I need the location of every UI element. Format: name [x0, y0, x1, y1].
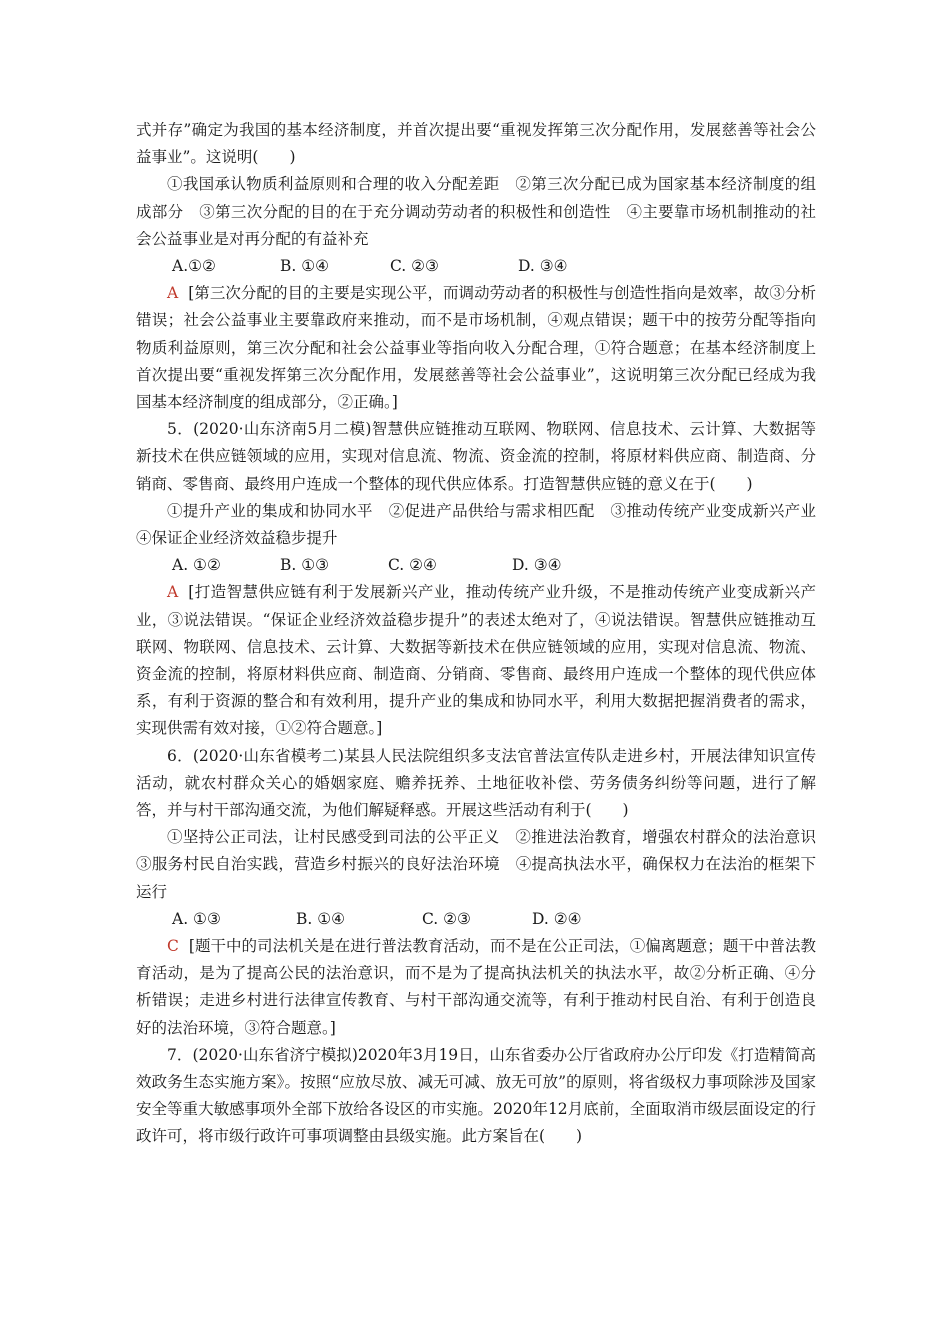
- q6-stem: 6．(2020·山东省模考二)某县人民法院组织多支法官普法宣传队走进乡村，开展法律知识宣传活动，就农村群众关心的婚姻家庭、赡养抚养、土地征收补偿、劳务债务纠纷等问题，进行了解答，并与村干部沟通交流，为他们解疑释惑。开展这些活动有利于( ): [136, 746, 816, 820]
- q4-explanation: [136, 280, 816, 416]
- q4-option-b: B. ①④: [280, 257, 330, 276]
- q6-answer: C: [167, 937, 179, 956]
- q4-option-d: D. ③④: [518, 257, 568, 276]
- q5-option-b: B. ①③: [280, 556, 330, 575]
- q5-explanation-text: [打造智慧供应链有利于发展新兴产业，推动传统产业升级，不是推动传统产业变成新兴产业，③说法错误。“保证企业经济效益稳步提升”的表述太绝对了，④说法错误。智慧供应链推动互联网、物联网、信息技术、云计算、大数据等新技术在供应链领域的应用，实现对信息流、物流、资金流的控制，将原材料供应商、制造商、分销商、零售商、最终用户连成一个整体的现代供应体系，有利于资源的整合和有效利用，提升产业的集成和协同水平，利用大数据把握消费者的需求，实现供需有效对接，①②符合题意。]: [136, 583, 816, 738]
- q4-answer: A: [167, 284, 179, 303]
- q4-stem-continued: 式并存”确定为我国的基本经济制度，并首次提出要“重视发挥第三次分配作用，发展慈善等社会公益事业”。这说明( ): [136, 121, 816, 167]
- q6-option-d: D. ②④: [532, 909, 582, 928]
- q6-options: [136, 906, 816, 933]
- q6-option-a: A. ①③: [172, 909, 221, 928]
- q4-option-a: A.①②: [172, 257, 216, 276]
- q5-option-d: D. ③④: [512, 556, 562, 575]
- q5-answer: A: [167, 583, 179, 602]
- q6-explanation-text: [题干中的司法机关是在进行普法教育活动，而不是在公正司法，①偏离题意；题干中普法教育活动，是为了提高公民的法治意识，而不是为了提高执法机关的执法水平，故②分析正确、④分析错误；走进乡村进行法律宣传教育、与村干部沟通交流等，有利于推动村民自治、有利于创造良好的法治环境，③符合题意。]: [136, 937, 816, 1037]
- q5-statements: ①提升产业的集成和协同水平 ②促进产品供给与需求相匹配 ③推动传统产业变成新兴产业 ④保证企业经济效益稳步提升: [136, 501, 832, 548]
- q6-option-c: C. ②③: [422, 909, 471, 928]
- q5-stem: 5．(2020·山东济南5月二模)智慧供应链推动互联网、物联网、信息技术、云计算、大数据等新技术在供应链领域的应用，实现对信息流、物流、资金流的控制，将原材料供应商、制造商、分销商、零售商、最终用户连成一个整体的现代供应体系。打造智慧供应链的意义在于( ): [136, 420, 816, 493]
- q6-explanation: [136, 933, 816, 1042]
- q4-statements: ①我国承认物质利益原则和合理的收入分配差距 ②第三次分配已成为国家基本经济制度的组成部分 ③第三次分配的目的在于充分调动劳动者的积极性和创造性 ④主要靠市场机制推动的社会公益事业是对再分配的有益补充: [136, 175, 816, 248]
- q5-option-a: A. ①②: [172, 556, 221, 575]
- q5-explanation: [136, 579, 816, 742]
- q4-option-c: C. ②③: [390, 257, 439, 276]
- document-body: [136, 117, 832, 1151]
- q6-option-b: B. ①④: [296, 909, 346, 928]
- q5-option-c: C. ②④: [388, 556, 437, 575]
- q4-explanation-text: [第三次分配的目的主要是实现公平，而调动劳动者的积极性与创造性指向是效率，故③分析错误；社会公益事业主要靠政府来推动，而不是市场机制，④观点错误；题干中的按劳分配等指向物质利益原则，第三次分配和社会公益事业等指向收入分配合理，①符合题意；在基本经济制度上首次提出要“重视发挥第三次分配作用，发展慈善等社会公益事业”，这说明第三次分配已经成为我国基本经济制度的组成部分，②正确。]: [136, 284, 816, 412]
- q5-options: [136, 552, 816, 579]
- q6-statements: ①坚持公正司法，让村民感受到司法的公平正义 ②推进法治教育，增强农村群众的法治意识 ③服务村民自治实践，营造乡村振兴的良好法治环境 ④提高执法水平，确保权力在法治的框架下运行: [136, 828, 832, 901]
- q4-options: [136, 253, 816, 280]
- q7-stem: 7．(2020·山东省济宁模拟)2020年3月19日，山东省委办公厅省政府办公厅印发《打造精简高效政务生态实施方案》。按照“应放尽放、减无可减、放无可放”的原则，将省级权力事项除涉及国家安全等重大敏感事项外全部下放给各设区的市实施。2020年12月底前，全面取消市级层面设定的行政许可，将市级行政许可事项调整由县级实施。此方案旨在( ): [136, 1045, 816, 1146]
